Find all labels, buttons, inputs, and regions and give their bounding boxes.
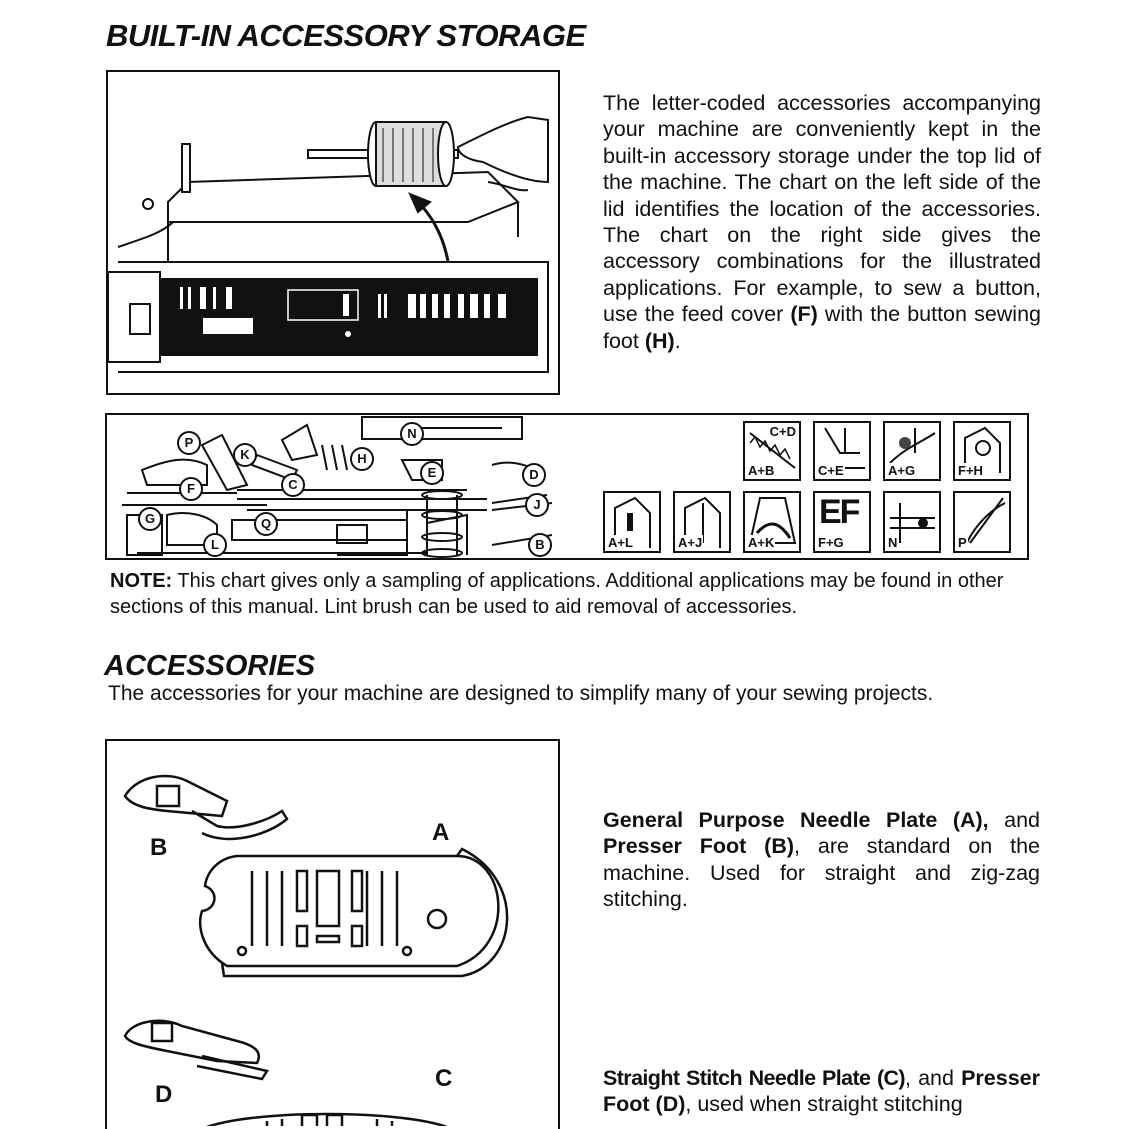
storage-label-j: J xyxy=(525,493,549,517)
storage-label-e: E xyxy=(420,461,444,485)
storage-label-l: L xyxy=(203,533,227,557)
application-tile-edge xyxy=(883,491,941,553)
application-tile-zipper xyxy=(673,491,731,553)
application-label: P xyxy=(958,535,967,550)
application-tile-stitch xyxy=(813,421,871,481)
chart-note xyxy=(110,568,1040,620)
application-label: A+G xyxy=(888,463,916,478)
figure-label-c: C xyxy=(435,1065,453,1092)
note-text: This chart gives only a sampling of applications. Additional applications may be found in other sections of this manual. Lint brush can be used to aid removal of accessories. xyxy=(110,570,1004,618)
accessories-title: ACCESSORIES xyxy=(104,650,316,682)
presser-foot-d-name: Presser Foot (D) xyxy=(603,1066,1040,1117)
application-label: A+K xyxy=(748,535,775,550)
button-foot-code: (H) xyxy=(644,328,675,353)
storage-label-g: G xyxy=(138,507,162,531)
item-general-purpose-plate xyxy=(603,807,1040,913)
storage-label-f: F xyxy=(179,477,203,501)
application-tile-zigzag xyxy=(743,421,801,481)
application-label: C+E xyxy=(818,463,844,478)
presser-foot-b-name: Presser Foot (B) xyxy=(603,834,795,859)
storage-text-end: . xyxy=(674,328,681,353)
item-straight-stitch-plate xyxy=(603,1065,1040,1118)
needle-plates-drawing xyxy=(107,741,558,1126)
general-purpose-plate-name: General Purpose Needle Plate (A), xyxy=(603,808,989,832)
storage-description xyxy=(603,90,1041,354)
storage-label-q: Q xyxy=(254,512,278,536)
accessory-chart xyxy=(105,413,1029,560)
application-label: A+B xyxy=(748,463,775,478)
application-label: F+G xyxy=(818,535,844,550)
application-label-secondary: C+D xyxy=(769,424,796,439)
machine-illustration xyxy=(106,70,560,395)
storage-text-middle: with the button sewing foot xyxy=(603,302,1041,353)
section-title: BUILT-IN ACCESSORY STORAGE xyxy=(106,18,586,53)
item-cd-description: , used when straight stitching xyxy=(685,1092,963,1117)
storage-text-main: The letter-coded accessories accompanying your machine are conveniently kept in the built-in accessory storage under the top lid of the machine. The chart on the left side of the lid identifies the location of the accessories. The chart on the right side gives the accessory combinations for the illustrated applications. For example, to sew a button, use the feed cover xyxy=(603,91,1041,327)
item-cd-connector: , and xyxy=(904,1066,962,1090)
storage-label-d: D xyxy=(522,463,546,487)
figure-label-d: D xyxy=(155,1081,173,1108)
application-tile-blindhem xyxy=(743,491,801,553)
accessories-intro: The accessories for your machine are designed to simplify many of your sewing projects. xyxy=(108,682,934,705)
storage-label-b: B xyxy=(528,533,552,557)
application-label: F+H xyxy=(958,463,983,478)
storage-label-h: H xyxy=(350,447,374,471)
storage-label-c: C xyxy=(281,473,305,497)
machine-drawing xyxy=(108,72,558,393)
straight-stitch-plate-name: Straight Stitch Needle Plate (C) xyxy=(603,1066,905,1090)
accessories-figure xyxy=(105,739,560,1129)
storage-label-n: N xyxy=(400,422,424,446)
application-label: A+L xyxy=(608,535,633,550)
figure-label-b: B xyxy=(150,834,168,861)
application-tile-needle xyxy=(953,491,1011,553)
feed-cover-code: (F) xyxy=(790,302,818,327)
item-ab-description: , are standard on the machine. Used for straight and zig-zag stitching. xyxy=(603,834,1040,912)
figure-label-a: A xyxy=(432,819,450,846)
storage-label-k: K xyxy=(233,443,257,467)
application-tile-monogram xyxy=(813,491,871,553)
application-tile-cording xyxy=(883,421,941,481)
storage-label-p: P xyxy=(177,431,201,455)
application-label: A+J xyxy=(678,535,703,550)
application-tile-buttonhole xyxy=(603,491,661,553)
application-tile-button xyxy=(953,421,1011,481)
application-label: N xyxy=(888,535,898,550)
monogram-glyph: EF xyxy=(819,493,859,531)
note-prefix: NOTE: xyxy=(110,570,173,592)
item-ab-connector: and xyxy=(988,808,1040,832)
